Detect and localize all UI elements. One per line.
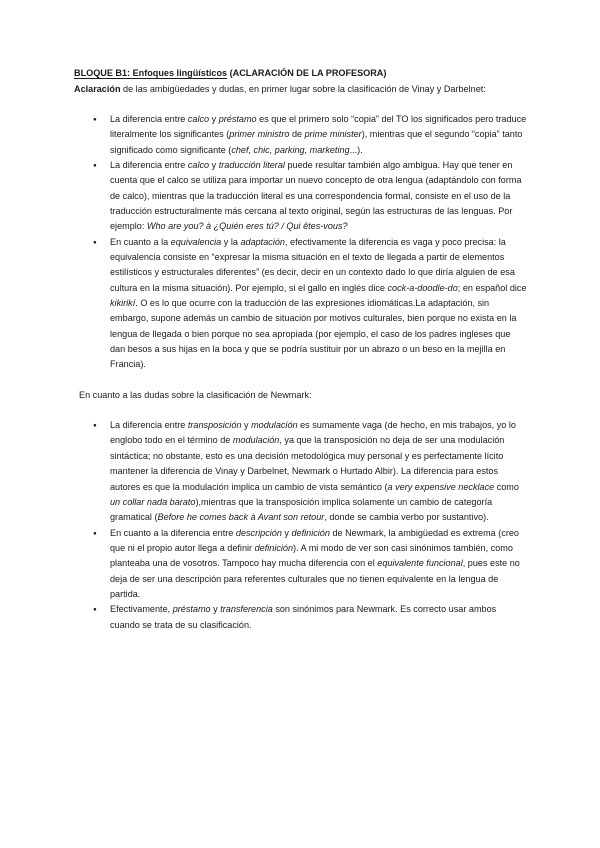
italic-term: Who are you? à ¿Quién eres tú? / Qui êtes-vous? (146, 221, 348, 232)
italic-term: Before he comes back à Avant son retour (157, 512, 325, 523)
italic-term: préstamo (172, 604, 211, 615)
bullet-calco-traduccion-literal (74, 158, 528, 235)
body-text: puede resultar también algo ambigua. Hay que tener en cuenta que el calco se utiliza para importar un nuevo concepto de otra lengua (adaptándolo con forma de calco), mientras que la traducción literal es una correspondencia formal, consiste en el uso de la traducción estructuralmente más cercana al texto original, según las estructuras de las lenguas. Por ejemplo: (110, 159, 522, 232)
italic-term: descripción (235, 527, 282, 538)
body-text: , donde se cambia verbo por sustantivo). (324, 512, 489, 523)
body-text: y (281, 527, 292, 538)
body-text: La diferencia entre (110, 420, 188, 431)
body-text: Efectivamente, (110, 604, 173, 615)
italic-term: equivalencia (170, 236, 222, 247)
spacer-after-mid-paragraph (74, 403, 528, 418)
body-text: de Newmark, la ambigüedad es extrema (creo que ni el propio autor llega a definir (110, 527, 519, 553)
bullet-list-newmark (74, 418, 528, 633)
bullet-transposicion-modulacion (74, 418, 528, 525)
body-text: , pues este no deja de ser una descripción para referentes culturales que no tienen equivalente en la lengua de partida. (110, 558, 520, 599)
heading-underlined-text: BLOQUE B1: Enfoques lingüísticos (74, 68, 228, 78)
italic-term: transferencia (220, 604, 273, 615)
italic-term: kikirikí (110, 298, 136, 309)
italic-term: calco (187, 159, 210, 170)
body-text: ). A mi modo de ver son casi sinónimos también, como planteaba una de vosotros. Tampoco hay mucha diferencia con el (110, 542, 513, 569)
italic-term: préstamo (218, 113, 257, 124)
body-text: ),mientras que la transposición implica solamente un cambio de categoría gramatical ( (110, 496, 493, 523)
heading-parenthetical: (ACLARACIÓN DE LA PROFESORA) (229, 68, 387, 78)
body-text: La diferencia entre (110, 159, 188, 170)
body-text: es sumamente vaga (de hecho, en mis trabajos, yo lo englobo todo en el término de (110, 420, 516, 446)
italic-term: primer ministro (229, 129, 290, 140)
mid-paragraph: En cuanto a las dudas sobre la clasificación de Newmark: (79, 389, 312, 400)
bullet-descripcion-definicion (74, 526, 528, 603)
body-text: y (210, 604, 221, 615)
body-text: y (209, 113, 219, 124)
body-text: , efectivamente la diferencia es vaga y poco precisa: la equivalencia consiste en “expresar la misma situación en el texto de llegada a partir de elementos estilísticos y estructurales diferentes” (es decir, decir en un contexto dado lo que diría alguien de esa cultura en la misma situación). Por ejemplo, si el gallo en inglés dice (110, 236, 515, 293)
body-text: ...). (349, 144, 363, 155)
intro-paragraph (74, 82, 528, 97)
spacer-before-mid-paragraph (74, 373, 528, 388)
body-text: son sinónimos para Newmark. Es correcto usar ambos cuando se trata de su clasificación. (110, 604, 497, 630)
body-text: como (494, 481, 519, 492)
italic-term: calco (187, 113, 210, 124)
body-text: La diferencia entre (110, 113, 188, 124)
italic-term: prime minister (304, 129, 362, 140)
italic-term: traducción literal (218, 159, 285, 170)
bullet-list-vinay-darbelnet (74, 112, 528, 373)
italic-term: definición (291, 527, 330, 538)
bullet-equivalencia-adaptacion (74, 235, 528, 373)
body-text: , ya que la transposición no deja de ser una modulación sintáctica; no obstante, esto es una decisión metodológica muy personal y es perfectamente lícito mantener la diferencia de Vinay y Darbelnet, Newmark o Hurtado Albir). La diferencia para estos autores es que la modulación implica un cambio de vista semántico ( (110, 435, 505, 492)
document-heading (74, 66, 528, 82)
italic-term: un collar nada barato (110, 496, 196, 507)
body-text: ; en español dice (457, 282, 527, 293)
italic-term: transposición (187, 420, 242, 431)
italic-term: equivalente funcional (377, 558, 463, 569)
intro-lead-word: Aclaración (74, 83, 121, 94)
spacer-after-intro (74, 97, 528, 112)
italic-term: modulación (251, 420, 298, 431)
body-text: . O es lo que ocurre con la traducción de las expresiones idiomáticas.La adaptación, sin embargo, supone además un cambio de situación por motivos culturales, bien porque no exista en la lengua de llegada o bien porque no sea apropiada (por ejemplo, el caso de los padres ingleses que dan besos a sus hijas en la boca y que se podría sustituir por un abrazo o un beso en la mejilla en Francia). (110, 298, 517, 370)
italic-term: chef, chic, parking, marketing (231, 144, 350, 155)
italic-term: definición (254, 542, 294, 553)
body-text: ), mientras que el segundo “copia” tanto significado como significante ( (110, 129, 523, 155)
italic-term: modulación (232, 435, 280, 446)
body-text: En cuanto a la (110, 236, 171, 247)
intro-rest-text: de las ambigüedades y dudas, en primer lugar sobre la clasificación de Vinay y Darbelnet: (120, 83, 486, 94)
bullet-prestamo-transferencia (74, 602, 528, 633)
body-text: de (289, 129, 305, 140)
body-text: En cuanto a la diferencia entre (110, 527, 236, 538)
body-text: y (209, 159, 219, 170)
body-text: y (241, 420, 252, 431)
italic-term: a very expensive necklace (387, 481, 495, 492)
bullet-calco-prestamo (74, 112, 528, 158)
italic-term: cock-a-doodle-do (387, 282, 458, 293)
body-text: y la (221, 236, 241, 247)
italic-term: adaptación (240, 236, 285, 247)
document-body (74, 66, 528, 633)
body-text: es que el primero solo “copia” del TO los significados pero traduce literalmente los significantes ( (110, 113, 527, 140)
